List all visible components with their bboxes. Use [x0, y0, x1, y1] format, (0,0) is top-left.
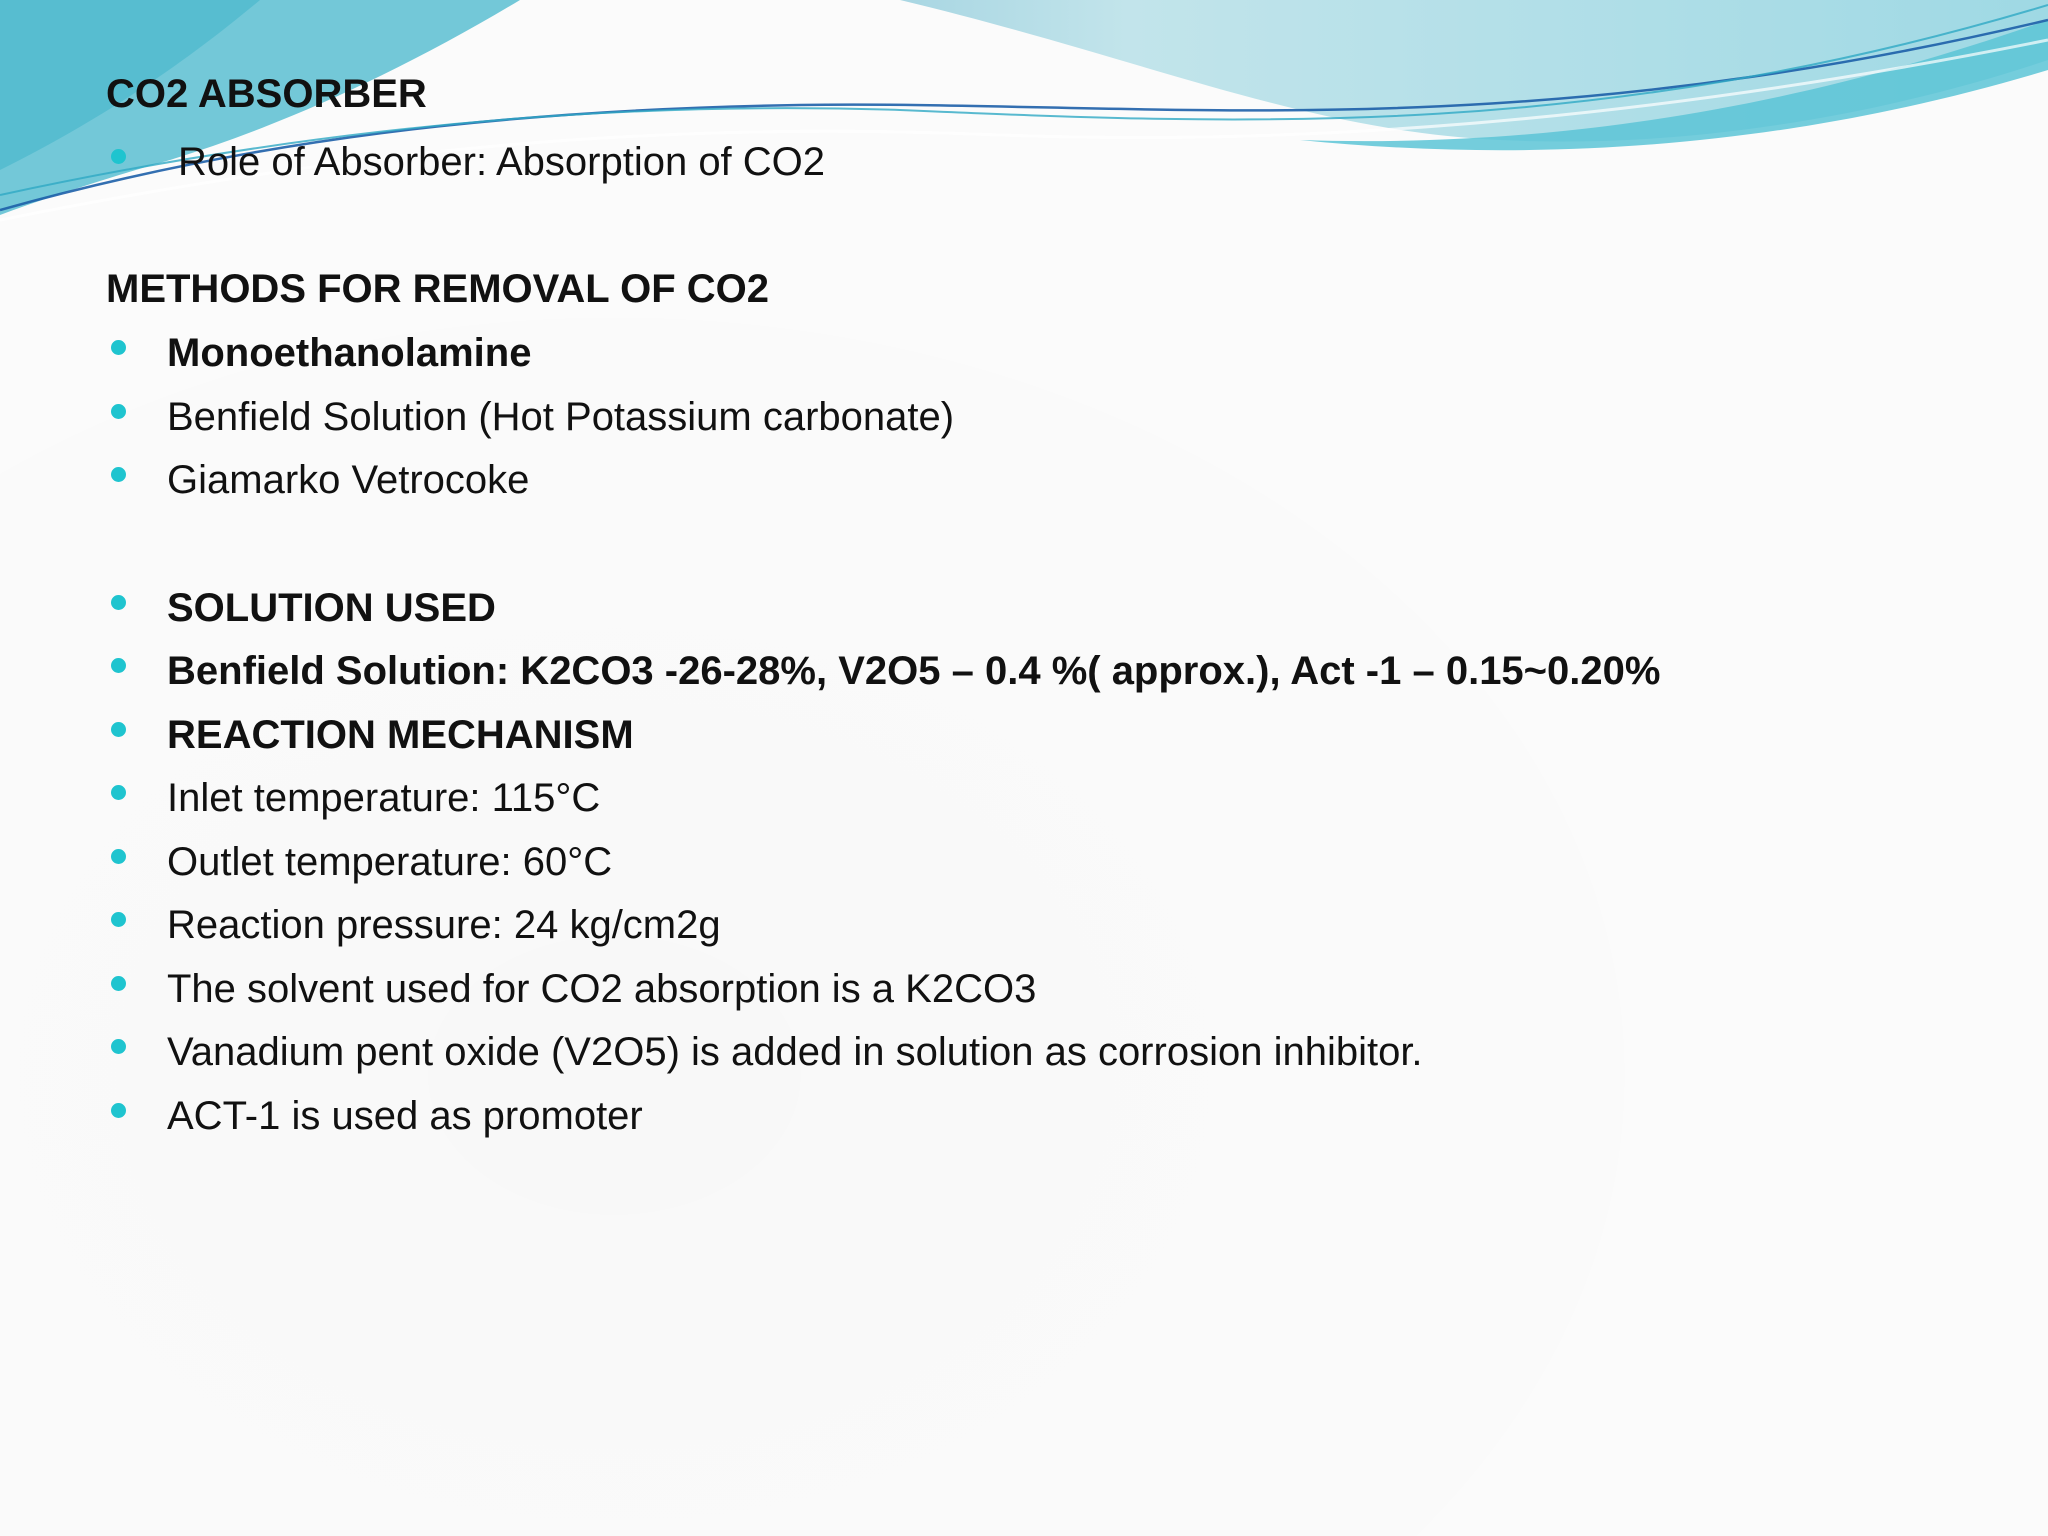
slide-title: CO2 ABSORBER — [106, 72, 427, 116]
method-item: Benfield Solution (Hot Potassium carbonate) — [167, 395, 955, 439]
detail-item-solution-used: SOLUTION USED — [167, 586, 496, 630]
role-line: Role of Absorber: Absorption of CO2 — [178, 140, 826, 184]
bullet-icon — [111, 1039, 126, 1054]
bullet-icon — [111, 1103, 126, 1118]
method-item: Monoethanolamine — [167, 331, 532, 375]
detail-item-corrosion-inhibitor: Vanadium pent oxide (V2O5) is added in solution as corrosion inhibitor. — [167, 1030, 1423, 1074]
detail-item-promoter: ACT-1 is used as promoter — [167, 1094, 643, 1138]
bullet-icon — [111, 149, 126, 164]
method-item: Giamarko Vetrocoke — [167, 458, 530, 502]
bullet-icon — [111, 722, 126, 737]
detail-item-reaction-pressure: Reaction pressure: 24 kg/cm2g — [167, 903, 721, 947]
detail-item-inlet-temperature: Inlet temperature: 115°C — [167, 776, 601, 820]
bullet-icon — [111, 404, 126, 419]
bullet-icon — [111, 658, 126, 673]
bullet-icon — [111, 785, 126, 800]
detail-item-benfield-composition: Benfield Solution: K2CO3 -26-28%, V2O5 – 0.4 %( approx.), Act -1 – 0.15~0.20% — [167, 649, 1661, 693]
bullet-icon — [111, 912, 126, 927]
bullet-icon — [111, 595, 126, 610]
detail-item-reaction-mechanism: REACTION MECHANISM — [167, 713, 634, 757]
bullet-icon — [111, 340, 126, 355]
detail-item-solvent: The solvent used for CO2 absorption is a K2CO3 — [167, 967, 1037, 1011]
bullet-icon — [111, 976, 126, 991]
header-wave-decoration — [0, 0, 2048, 240]
bullet-icon — [111, 467, 126, 482]
methods-heading: METHODS FOR REMOVAL OF CO2 — [106, 267, 769, 311]
bullet-icon — [111, 849, 126, 864]
detail-item-outlet-temperature: Outlet temperature: 60°C — [167, 840, 613, 884]
